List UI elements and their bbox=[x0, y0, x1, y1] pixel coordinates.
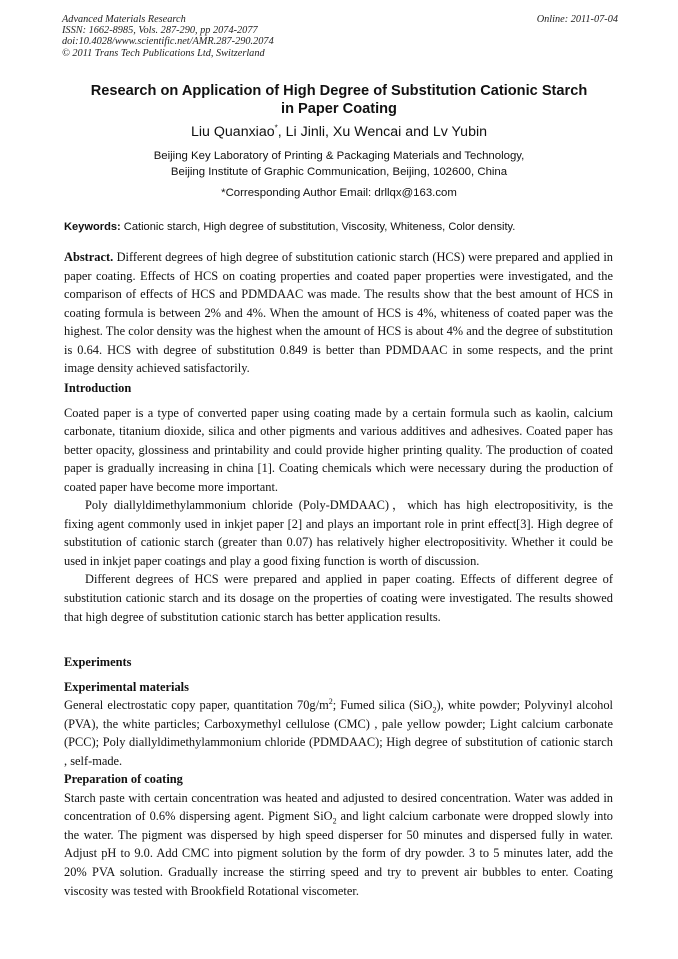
materials-text-b: ; Fumed silica (SiO bbox=[332, 698, 433, 713]
first-author: Liu Quanxiao bbox=[191, 124, 275, 140]
experiments-heading: Experiments bbox=[64, 655, 132, 669]
corresponding-email: *Corresponding Author Email: drllqx@163.com bbox=[221, 187, 457, 199]
paper-title bbox=[40, 82, 638, 118]
introduction-heading: Introduction bbox=[64, 381, 132, 395]
materials-paragraph bbox=[64, 696, 613, 770]
issn-line: ISSN: 1662-8985, Vols. 287-290, pp 2074-2077 bbox=[62, 25, 258, 37]
experiments-section bbox=[64, 653, 613, 900]
journal-name: Advanced Materials Research bbox=[62, 14, 186, 25]
materials-subscript: 2 bbox=[432, 705, 437, 715]
preparation-paragraph bbox=[64, 789, 613, 900]
affiliation bbox=[40, 149, 638, 180]
materials-superscript: 2 bbox=[328, 696, 333, 706]
title-line-1: Research on Application of High Degree of Substitution Cationic Starch bbox=[90, 83, 588, 99]
preparation-heading: Preparation of coating bbox=[64, 772, 183, 787]
affiliation-line-2: Beijing Institute of Graphic Communication, Beijing, 102600, China bbox=[170, 165, 508, 178]
corresponding-mark: * bbox=[274, 123, 278, 133]
keywords-label: Keywords: bbox=[64, 221, 121, 233]
keywords-text: Cationic starch, High degree of substitution, Viscosity, Whiteness, Color density. bbox=[120, 221, 516, 233]
preparation-text-b: and light calcium carbonate were dropped slowly into the water. The pigment was dispersed by high speed disperser for 50 minutes and dispersed fully in water. Adjust pH to 9.0. Add CMC into pigment solution by the form of dry powder. 3 to 5 minutes later, add the 20% PVA solution. Gradually increase the stirring speed and try to prevent air bubbles to enter. Coating viscosity was tested with Brookfield Rotational viscometer. bbox=[64, 809, 613, 898]
preparation-text-a: Starch paste with certain concentration was heated and adjusted to desired concentration. Water was added in concentration of 0.6% dispersing agent. Pigment SiO bbox=[64, 790, 613, 824]
online-date: Online: 2011-07-04 bbox=[536, 14, 618, 25]
abstract-label: Abstract. bbox=[64, 250, 114, 264]
introduction-section bbox=[64, 379, 613, 626]
title-line-2: in Paper Coating bbox=[281, 101, 397, 117]
author-list bbox=[40, 123, 638, 141]
preparation-subscript: 2 bbox=[332, 816, 337, 826]
abstract-text: Different degrees of high degree of substitution cationic starch (HCS) were prepared and applied in paper coating. Effects of HCS on coating properties and coated paper properties were investigated, and the comparison of effects of HCS and PDMDAAC was made. The results show that the best amount of HCS in coating formula is between 2% and 4%. When the amount of HCS is 4%, whiteness of coated paper was the highest. The color density was the highest when the amount of HCS is about 4% and the degree of substitution is 0.64. HCS with degree of substitution 0.849 is better than PDMDAAC in some respects, and the print image density achieved satisfactorily. bbox=[64, 250, 613, 376]
introduction-paragraph-3: Different degrees of HCS were prepared and applied in paper coating. Effects of different degree of substitution cationic starch and its dosage on the properties of coating were investigated. The results showed that high degree of substitution cationic starch has better application results. bbox=[64, 572, 613, 624]
abstract bbox=[64, 248, 613, 378]
doi-line: doi:10.4028/www.scientific.net/AMR.287-290.2074 bbox=[62, 36, 274, 48]
introduction-paragraph-2: Poly diallyldimethylammonium chloride (Poly-DMDAAC)，which has high electropositivity, is the fixing agent commonly used in inkjet paper [2] and plays an important role in print effect[3]. High degree of substitution of cationic starch (greater than 0.07) has relatively higher electropositivity. Whether it could be used in inkjet paper coatings and play a good fixing function is worth of discussion. bbox=[64, 498, 613, 568]
journal-header bbox=[62, 14, 618, 59]
affiliation-line-1: Beijing Key Laboratory of Printing & Packaging Materials and Technology, bbox=[153, 150, 525, 162]
materials-text-a: General electrostatic copy paper, quantitation 70g/m bbox=[64, 698, 329, 713]
copyright-line: © 2011 Trans Tech Publications Ltd, Switzerland bbox=[62, 47, 265, 59]
materials-heading: Experimental materials bbox=[64, 679, 189, 694]
other-authors: , Li Jinli, Xu Wencai and Lv Yubin bbox=[277, 124, 487, 140]
keywords bbox=[64, 220, 620, 235]
introduction-paragraph-1: Coated paper is a type of converted paper using coating made by a certain formula such as kaolin, calcium carbonate, titanium dioxide, silica and other pigments and various additives and adhesives. Coated paper has better opacity, glossiness and printability and could provide higher printing quality. The production of coated paper is gradually increasing in china [1]. Coating chemicals which were necessary during the production of coated paper have become more important. bbox=[64, 405, 613, 494]
materials-text-c: ), white powder; Polyvinyl alcohol (PVA), the white particles; Carboxymethyl cellulose (CMC) , pale yellow powder; Light calcium carbonate (PCC); Poly diallyldimethylammonium chloride (PDMDAAC); High degree of substitution of cationic starch , self-made. bbox=[64, 698, 613, 768]
